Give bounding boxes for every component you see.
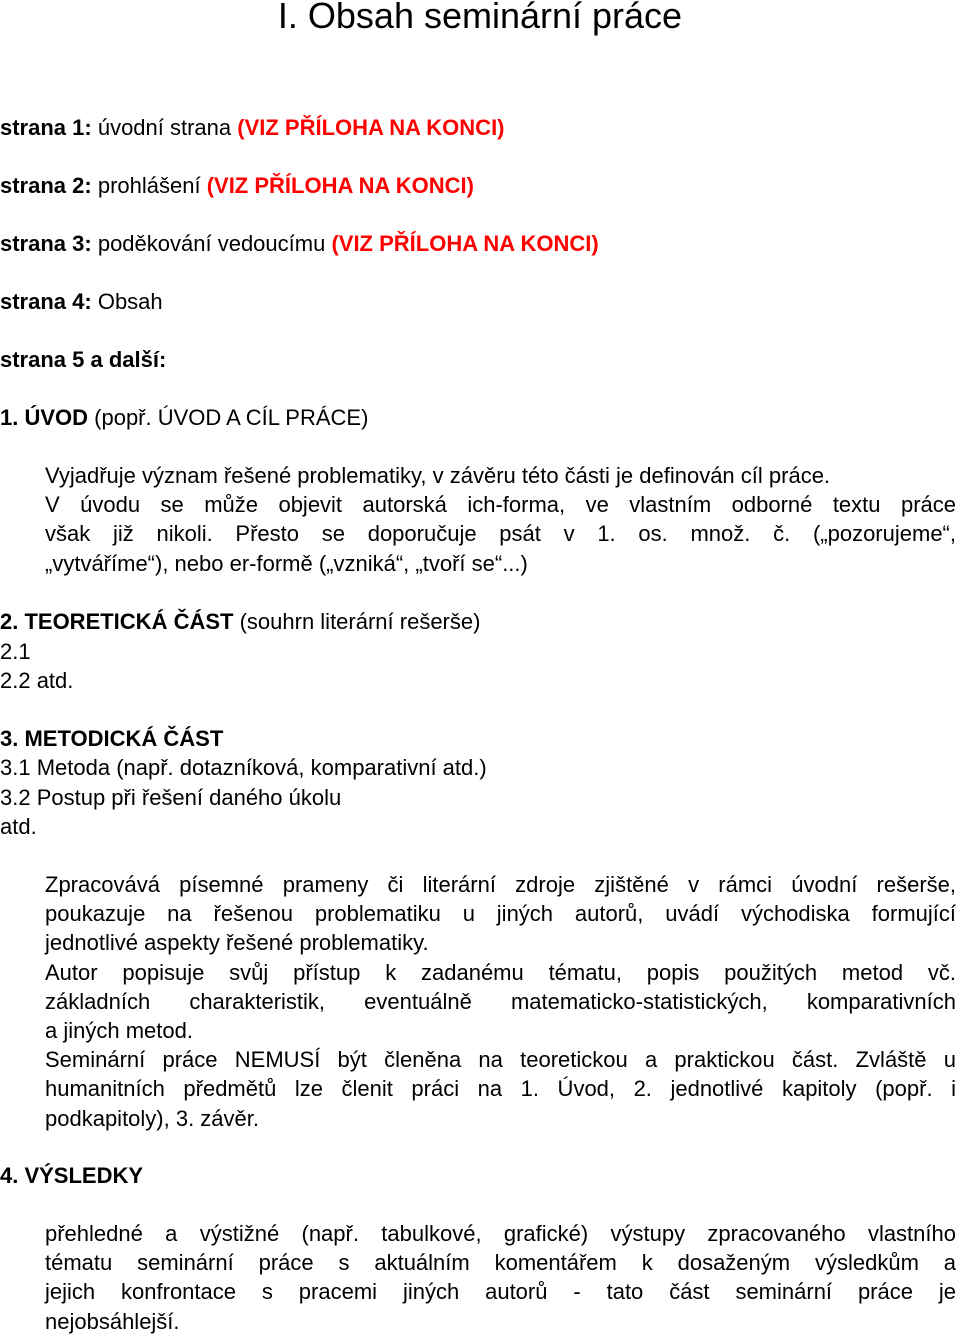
toc-label: strana 4: — [0, 289, 92, 314]
paragraph-line: nejobsáhlejší. — [45, 1308, 180, 1334]
section-3-heading: 3. METODICKÁ ČÁST — [0, 726, 224, 751]
section-1-paragraph — [45, 461, 956, 578]
text-run: být členěna na teoretickou a praktickou část. Zvláště u — [320, 1047, 956, 1073]
paragraph-line: jednotlivé aspekty řešené problematiky. — [45, 930, 429, 956]
section-1-title: 1. ÚVOD — [0, 405, 89, 430]
paragraph-line: Vyjadřuje význam řešené problematiky, v závěru této části je definován cíl práce. — [45, 463, 831, 488]
section-3-item: 3.1 Metoda (např. dotazníková, komparativní atd.) — [0, 755, 487, 780]
toc-note: (VIZ PŘÍLOHA NA KONCI) — [331, 231, 599, 256]
section-4-heading: 4. VÝSLEDKY — [0, 1163, 144, 1188]
paragraph-line: však již nikoli. Přesto se doporučuje psát v 1. os. množ. č. („pozorujeme“, — [45, 521, 956, 547]
section-2-heading — [0, 607, 480, 636]
paragraph-line: a jiných metod. — [45, 1018, 193, 1044]
page-title: I. Obsah seminární práce — [277, 0, 683, 36]
toc-item-4 — [0, 287, 163, 316]
section-4-paragraph — [45, 1219, 956, 1336]
toc-item-5 — [0, 345, 166, 374]
toc-item-1 — [0, 113, 505, 142]
section-2-note: (souhrn literární rešerše) — [233, 609, 481, 634]
section-2-item: 2.1 — [0, 639, 31, 664]
toc-label: strana 1: — [0, 115, 92, 140]
paragraph-line: základních charakteristik, eventuálně matematicko-statistických, komparativních — [45, 988, 956, 1014]
toc-item-3 — [0, 229, 599, 258]
paragraph-line — [45, 1045, 956, 1074]
paragraph-line: podkapitoly), 3. závěr. — [45, 1105, 260, 1131]
paragraph-line: Zpracovává písemné prameny či literární zdroje zjištěné v rámci úvodní rešerše, — [45, 872, 956, 897]
section-3-item: 3.2 Postup při řešení daného úkolu — [0, 785, 342, 810]
section-2-item: 2.2 atd. — [0, 668, 74, 693]
toc-label: strana 3: — [0, 231, 92, 256]
toc-text: úvodní strana — [91, 115, 238, 140]
paragraph-line: jejich konfrontace s pracemi jiných autorů - tato část seminární práce je — [45, 1279, 956, 1305]
paragraph-line: tématu seminární práce s aktuálním komentářem k dosaženým výsledkům a — [45, 1250, 956, 1276]
section-1-note: (popř. ÚVOD A CÍL PRÁCE) — [88, 405, 369, 430]
paragraph-line: poukazuje na řešenou problematiku u jiných autorů, uvádí východiska formující — [45, 901, 956, 927]
emphasis-text: NEMUSÍ — [234, 1047, 321, 1073]
paragraph-line: Autor popisuje svůj přístup k zadanému tématu, popis použitých metod vč. — [45, 959, 956, 985]
paragraph-line: V úvodu se může objevit autorská ich-forma, ve vlastním odborné textu práce — [45, 492, 956, 518]
toc-note: (VIZ PŘÍLOHA NA KONCI) — [206, 173, 474, 198]
toc-note: (VIZ PŘÍLOHA NA KONCI) — [237, 115, 505, 140]
paragraph-line: humanitních předmětů lze členit práci na 1. Úvod, 2. jednotlivé kapitoly (popř. i — [45, 1076, 956, 1102]
toc-item-2 — [0, 171, 474, 200]
section-2-title: 2. TEORETICKÁ ČÁST — [0, 609, 234, 634]
text-run: Seminární práce — [45, 1047, 235, 1073]
toc-label: strana 2: — [0, 173, 92, 198]
section-1-heading — [0, 403, 368, 432]
toc-label: strana 5 a další: — [0, 347, 167, 372]
toc-text: poděkování vedoucímu — [91, 231, 332, 256]
paragraph-line: „vytváříme“), nebo er-formě („vzniká“, „tvoří se“...) — [45, 550, 528, 576]
section-3-item: atd. — [0, 814, 37, 839]
paragraph-line: přehledné a výstižné (např. tabulkové, grafické) výstupy zpracovaného vlastního — [45, 1221, 956, 1246]
toc-text: prohlášení — [91, 173, 207, 198]
section-3-paragraph — [45, 870, 956, 1133]
toc-text: Obsah — [91, 289, 163, 314]
